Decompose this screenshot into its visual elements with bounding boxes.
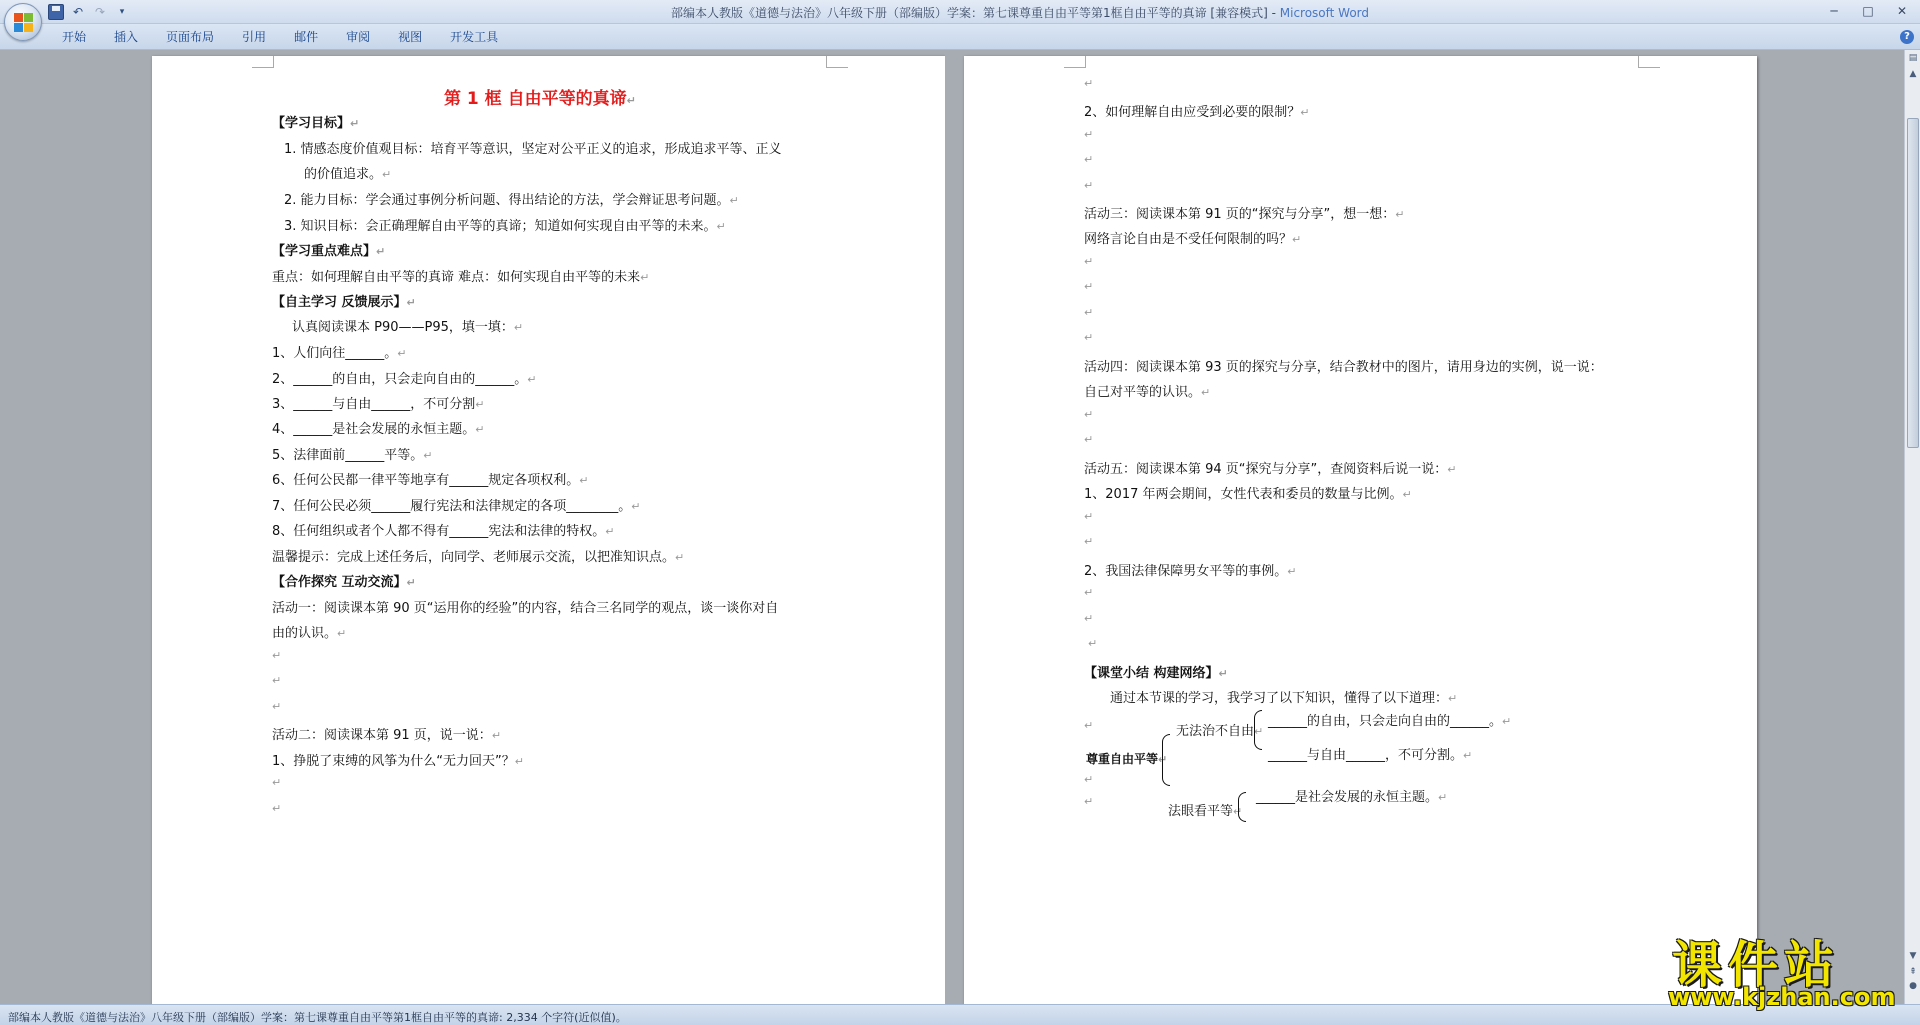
fill-blank-line: 5、法律面前______平等。↵ — [272, 448, 433, 463]
maximize-icon[interactable]: □ — [1862, 4, 1874, 18]
fill-blank-line: 3、______与自由______，不可分割↵ — [272, 397, 485, 412]
text-line: 2、我国法律保障男女平等的事例。↵ — [1084, 564, 1297, 579]
tab-view[interactable]: 视图 — [398, 30, 423, 44]
crop-mark — [1064, 56, 1086, 68]
section-heading: 【课堂小结 构建网络】↵ — [1084, 666, 1228, 681]
text-line: 认真阅读课本 P90——P95，填一填：↵ — [292, 320, 524, 335]
title-bar — [0, 0, 1920, 24]
scroll-down-icon[interactable]: ▼ — [1909, 951, 1917, 961]
empty-paragraph: ↵ — [1084, 408, 1094, 421]
fill-blank-line: 2、______的自由，只会走向自由的______。↵ — [272, 372, 537, 387]
empty-paragraph: ↵ — [1084, 255, 1094, 268]
status-text: 部编本人教版《道德与法治》八年级下册（部编版）学案：第七课尊重自由平等第1框自由平等的真谛: 2,334 个字符(近似值)。 — [8, 1011, 627, 1024]
empty-paragraph: ↵ — [1084, 535, 1094, 548]
ruler-toggle-icon[interactable]: ▤ — [1908, 53, 1918, 63]
undo-icon[interactable]: ↶ — [72, 5, 84, 19]
tab-references[interactable]: 引用 — [242, 30, 267, 44]
empty-paragraph: ↵ — [1084, 773, 1094, 786]
close-icon[interactable]: ✕ — [1896, 4, 1908, 18]
empty-paragraph: ↵ — [272, 649, 282, 662]
list-item: 3. 知识目标：会正确理解自由平等的真谛；知道如何实现自由平等的未来。↵ — [284, 219, 726, 234]
crop-mark — [1638, 56, 1660, 68]
customize-toolbar-icon[interactable]: ▾ — [119, 7, 125, 17]
fill-blank-line: 4、______是社会发展的永恒主题。↵ — [272, 422, 485, 437]
empty-paragraph: ↵ — [1084, 719, 1094, 732]
text-line: 1、挣脱了束缚的风筝为什么“无力回天”？↵ — [272, 754, 524, 769]
diagram-leaf: ______是社会发展的永恒主题。↵ — [1256, 790, 1448, 805]
ribbon-tabs — [48, 29, 512, 45]
text-line: 由的认识。↵ — [272, 626, 347, 641]
status-bar — [0, 1004, 1920, 1025]
document-title: 部编本人教版《道德与法治》八年级下册（部编版）学案：第七课尊重自由平等第1框自由平等的真谛 [兼容模式] - — [670, 6, 1280, 20]
document-page-left[interactable] — [152, 56, 945, 1004]
diagram-brace — [1254, 710, 1262, 750]
window-controls — [1822, 2, 1914, 20]
section-heading: 【学习目标】↵ — [272, 116, 360, 131]
section-heading: 【合作探究 互动交流】↵ — [272, 575, 416, 590]
document-page-right[interactable] — [964, 56, 1757, 1004]
fill-blank-line: 7、任何公民必须______履行宪法和法律规定的各项________。↵ — [272, 499, 641, 514]
text-line: 活动四：阅读课本第 93 页的探究与分享，结合教材中的图片，请用身边的实例，说一说： — [1084, 360, 1603, 375]
scroll-up-icon[interactable]: ▲ — [1909, 69, 1917, 79]
app-name: Microsoft Word — [1279, 6, 1370, 20]
window-title — [0, 4, 1920, 21]
previous-page-icon[interactable]: ⇞ — [1909, 967, 1917, 977]
text-line: 温馨提示：完成上述任务后，向同学、老师展示交流，以把准知识点。↵ — [272, 550, 685, 565]
text-line: 活动二：阅读课本第 91 页，说一说：↵ — [272, 728, 502, 743]
watermark-url: www.kjzhan.com — [1668, 983, 1896, 1011]
tab-page-layout[interactable]: 页面布局 — [166, 30, 215, 44]
page-separator — [945, 50, 964, 1004]
scroll-thumb[interactable] — [1907, 118, 1919, 448]
help-icon[interactable]: ? — [1900, 30, 1914, 44]
office-button[interactable] — [4, 3, 42, 41]
empty-paragraph: ↵ — [1084, 510, 1094, 523]
text-line: 2、如何理解自由应受到必要的限制？↵ — [1084, 105, 1310, 120]
text-line: 通过本节课的学习，我学习了以下知识，懂得了以下道理：↵ — [1110, 691, 1458, 706]
vertical-scrollbar[interactable] — [1904, 50, 1920, 1004]
browse-object-icon[interactable]: ● — [1909, 981, 1917, 991]
empty-paragraph: ↵ — [1084, 331, 1094, 344]
text-line: 1、2017 年两会期间，女性代表和委员的数量与比例。↵ — [1084, 487, 1412, 502]
diagram-brace — [1162, 734, 1170, 786]
tab-home[interactable]: 开始 — [62, 30, 87, 44]
empty-paragraph: ↵ — [1084, 433, 1094, 446]
tab-insert[interactable]: 插入 — [114, 30, 139, 44]
empty-paragraph: ↵ — [1084, 612, 1094, 625]
text-line: 活动一：阅读课本第 90 页“运用你的经验”的内容，结合三名同学的观点，谈一谈你对自 — [272, 601, 779, 616]
text-line: 自己对平等的认识。↵ — [1084, 385, 1211, 400]
empty-paragraph: ↵ — [272, 776, 282, 789]
diagram-brace — [1238, 792, 1246, 822]
fill-blank-line: 1、人们向往______。↵ — [272, 346, 407, 361]
text-line: 网络言论自由是不受任何限制的吗？↵ — [1084, 232, 1302, 247]
empty-paragraph: ↵ — [272, 700, 282, 713]
empty-paragraph: ↵ — [1084, 586, 1094, 599]
crop-mark — [252, 56, 274, 68]
empty-paragraph: ↵ — [1084, 306, 1094, 319]
empty-paragraph: ↵ — [1084, 77, 1094, 90]
list-item: 的价值追求。↵ — [304, 167, 392, 182]
diagram-branch-label: 无法治不自由↵ — [1176, 724, 1264, 739]
text-line: 活动五：阅读课本第 94 页“探究与分享”，查阅资料后说一说：↵ — [1084, 462, 1457, 477]
empty-paragraph: ↵ — [1084, 795, 1094, 808]
list-item: 1. 情感态度价值观目标：培育平等意识，坚定对公平正义的追求，形成追求平等、正义 — [284, 142, 782, 157]
page-title: 第 1 框 自由平等的真谛↵ — [444, 89, 636, 109]
watermark-logo — [1666, 925, 1906, 1011]
text-line: 重点：如何理解自由平等的真谛 难点：如何实现自由平等的未来↵ — [272, 270, 650, 285]
ribbon — [0, 24, 1920, 50]
fill-blank-line: 8、任何组织或者个人都不得有______宪法和法律的特权。↵ — [272, 524, 615, 539]
empty-paragraph: ↵ — [272, 802, 282, 815]
diagram-branch-label: 法眼看平等↵ — [1168, 804, 1243, 819]
document-workspace[interactable] — [0, 50, 1904, 1004]
section-heading: 【学习重点难点】↵ — [272, 244, 386, 259]
empty-paragraph: ↵ — [1088, 637, 1098, 650]
crop-mark — [826, 56, 848, 68]
empty-paragraph: ↵ — [1084, 280, 1094, 293]
fill-blank-line: 6、任何公民都一律平等地享有______规定各项权利。↵ — [272, 473, 589, 488]
empty-paragraph: ↵ — [272, 674, 282, 687]
diagram-leaf: ______的自由，只会走向自由的______。↵ — [1268, 714, 1512, 729]
empty-paragraph: ↵ — [1084, 179, 1094, 192]
watermark-cn: 课件站 — [1672, 936, 1840, 994]
diagram-root-label: 尊重自由平等↵ — [1086, 752, 1168, 766]
minimize-icon[interactable]: ─ — [1830, 4, 1838, 18]
empty-paragraph: ↵ — [1084, 153, 1094, 166]
tab-developer[interactable]: 开发工具 — [450, 30, 499, 44]
text-line: 活动三：阅读课本第 91 页的“探究与分享”，想一想：↵ — [1084, 207, 1405, 222]
list-item: 2. 能力目标：学会通过事例分析问题、得出结论的方法，学会辩证思考问题。↵ — [284, 193, 739, 208]
section-heading: 【自主学习 反馈展示】↵ — [272, 295, 416, 310]
office-logo-icon — [14, 13, 33, 32]
tab-review[interactable]: 审阅 — [346, 30, 371, 44]
tab-mailings[interactable]: 邮件 — [294, 30, 319, 44]
empty-paragraph: ↵ — [1084, 128, 1094, 141]
redo-icon[interactable]: ↷ — [94, 5, 106, 19]
diagram-leaf: ______与自由______，不可分割。↵ — [1268, 748, 1473, 763]
